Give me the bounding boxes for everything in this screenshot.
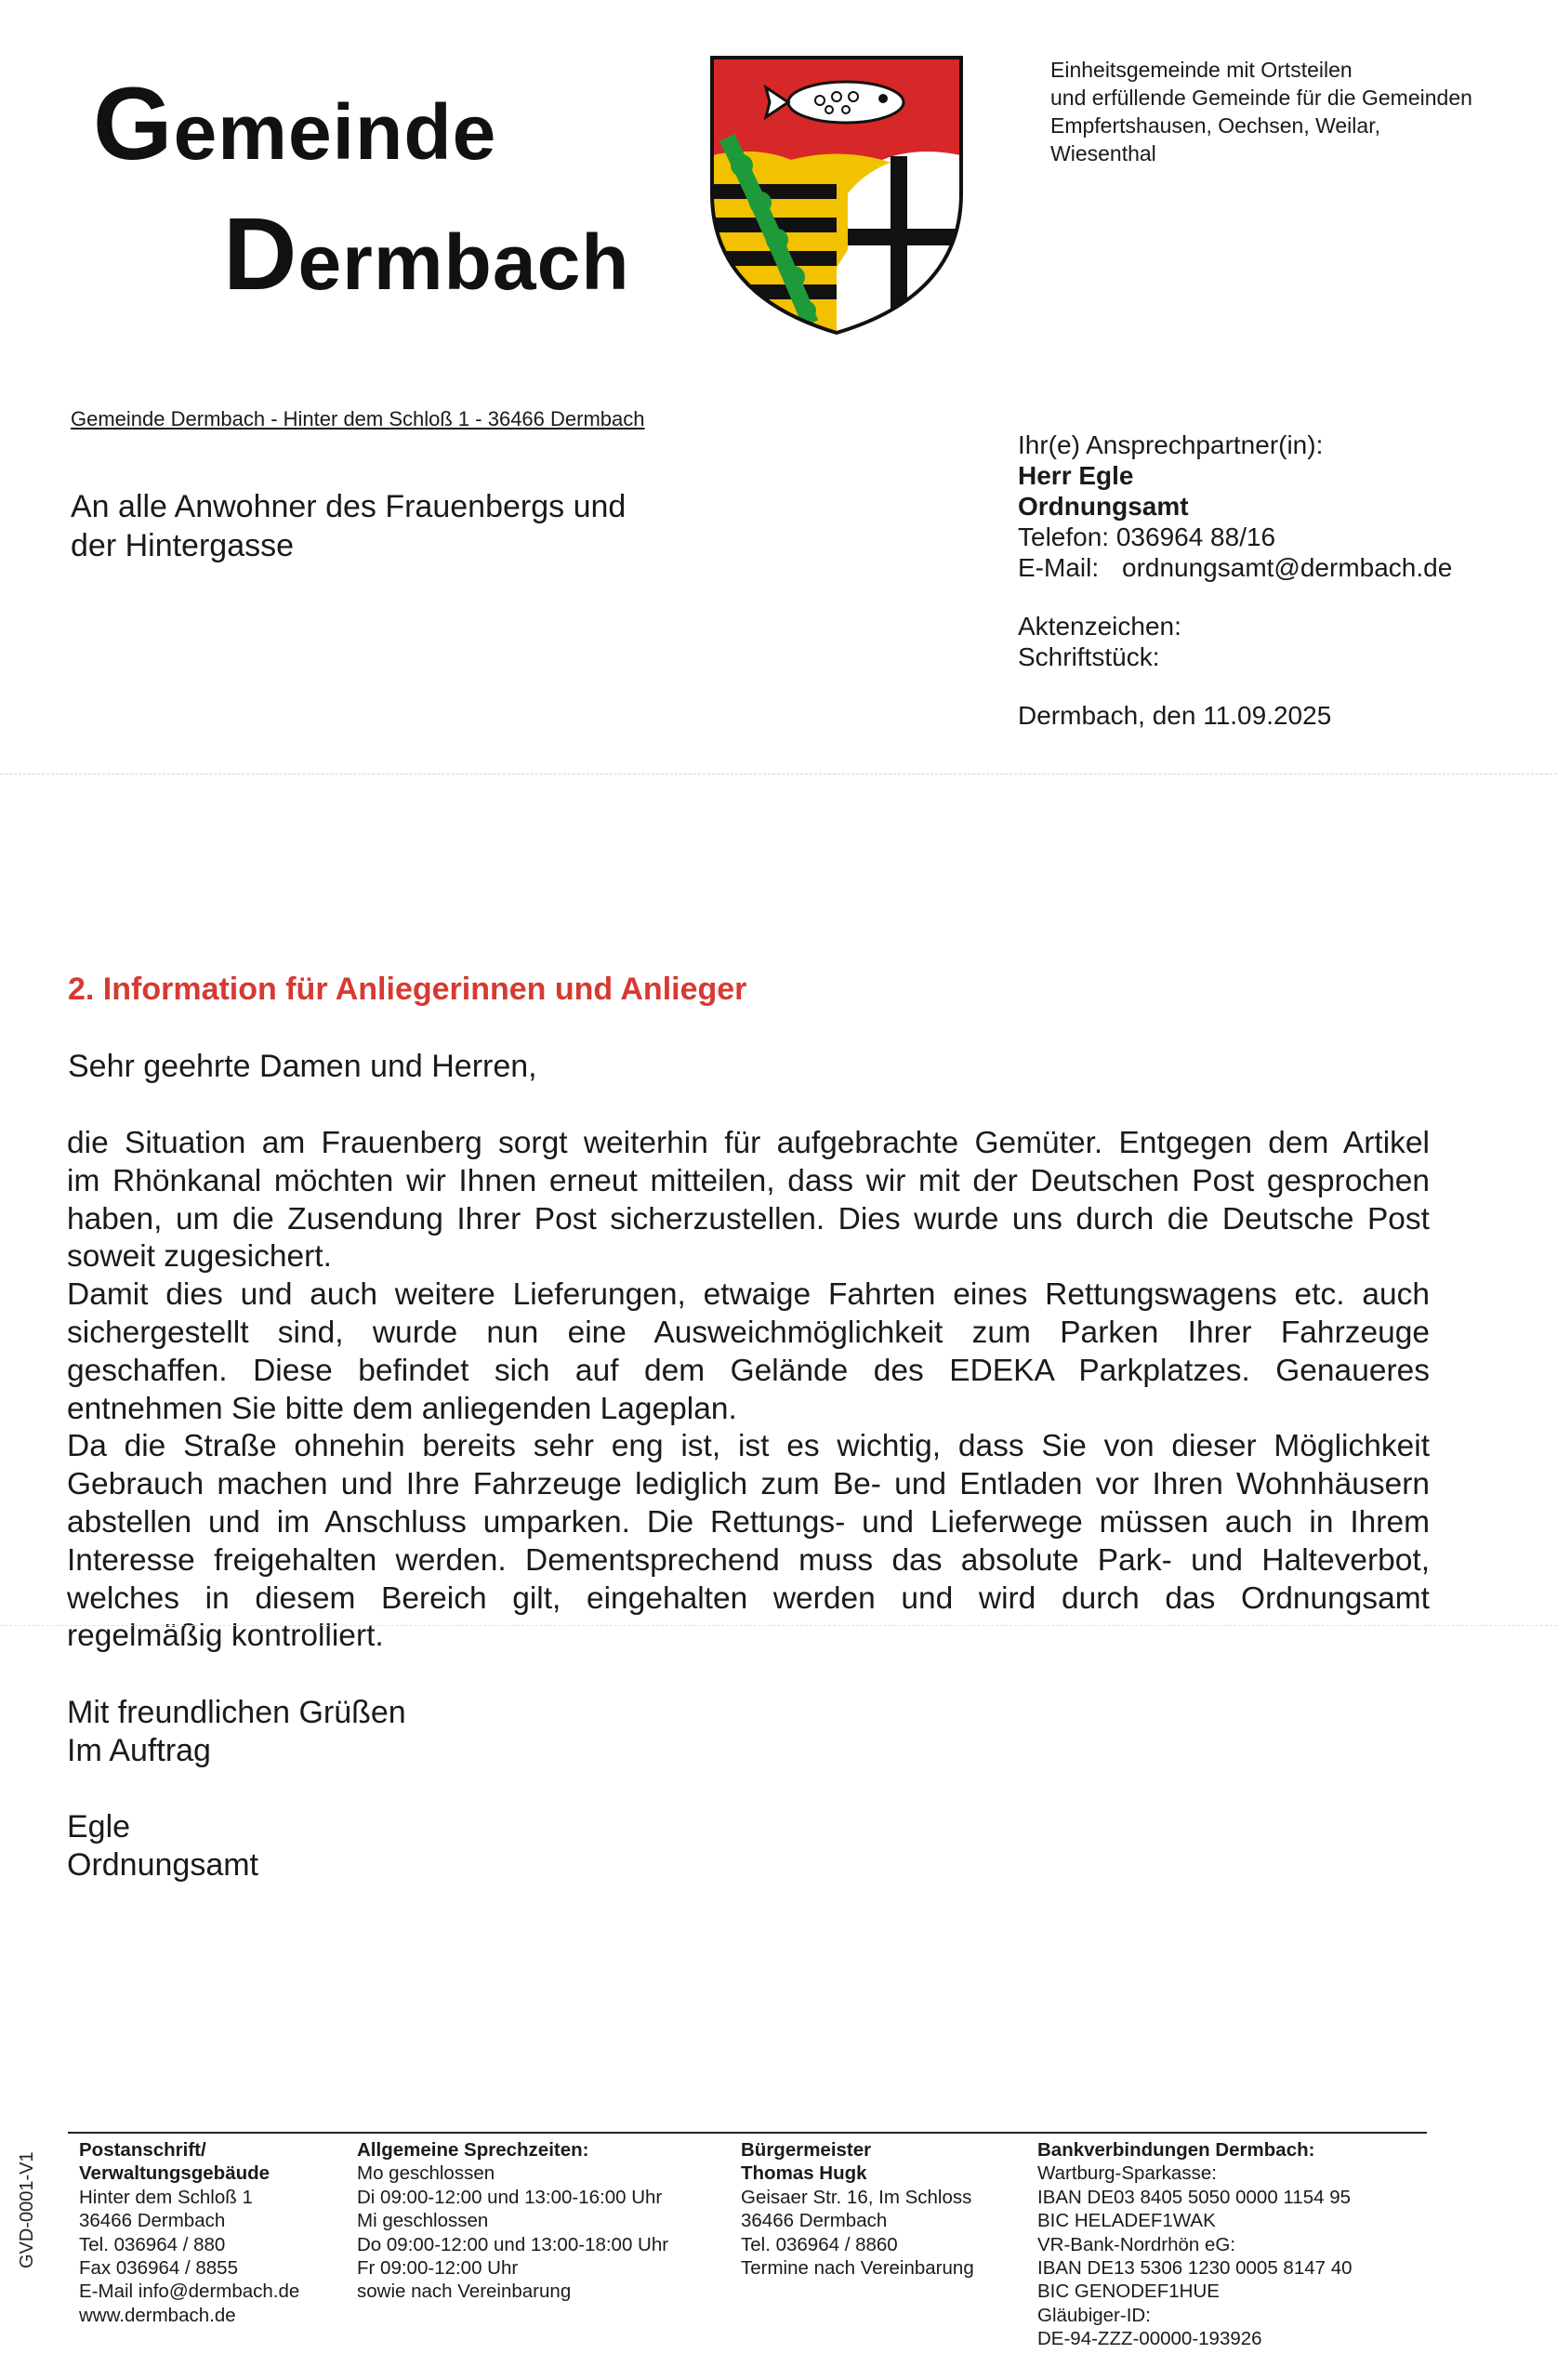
intro-line: Wiesenthal (1050, 141, 1156, 165)
closing-line: Mit freundlichen Grüßen (67, 1695, 406, 1730)
recipient-address (71, 487, 626, 565)
recipient-line: der Hintergasse (71, 528, 295, 563)
contact-block (1018, 430, 1538, 731)
footer-line: 36466 Dermbach (79, 2210, 226, 2232)
body-line: entnehmen Sie bitte dem anliegenden Lageplan. (67, 1391, 737, 1426)
footer-heading: Thomas Hugk (741, 2162, 867, 2185)
footer-line: Mi geschlossen (357, 2210, 489, 2232)
contact-department: Ordnungsamt (1018, 492, 1189, 521)
footer-heading: Bürgermeister (741, 2139, 872, 2161)
footer-line: Hinter dem Schloß 1 (79, 2186, 253, 2208)
salutation: Sehr geehrte Damen und Herren, (68, 1049, 537, 1084)
footer-heading: Verwaltungsgebäude (79, 2162, 270, 2185)
footer-line: Di 09:00-12:00 und 13:00-16:00 Uhr (357, 2186, 663, 2208)
body-line: welches in diesem Bereich gilt, eingehalten werden und wird durch das Ordnungsamt (67, 1580, 1430, 1616)
municipality-description (1050, 56, 1534, 167)
signature-name: Egle (67, 1809, 131, 1844)
footer-line: 36466 Dermbach (741, 2210, 888, 2232)
contact-label: Ihr(e) Ansprechpartner(in): (1018, 430, 1324, 459)
footer-mayor-column (741, 2138, 974, 2280)
footer-line: BIC HELADEF1WAK (1037, 2210, 1216, 2232)
document-label: Schriftstück: (1018, 642, 1160, 671)
fold-mark (0, 1625, 1557, 1626)
body-line: sichergestellt sind, wurde nun eine Ausweichmöglichkeit zum Parken Ihrer Fahrzeuge (67, 1315, 1430, 1350)
footer-line: BIC GENODEF1HUE (1037, 2281, 1220, 2303)
body-line: Da die Straße ohnehin bereits sehr eng ist, ist es wichtig, dass Sie von dieser Möglichkeit (67, 1429, 1430, 1464)
footer-line: Fr 09:00-12:00 Uhr (357, 2257, 519, 2280)
footer-line: Tel. 036964 / 880 (79, 2233, 226, 2255)
footer-line: Do 09:00-12:00 und 13:00-18:00 Uhr (357, 2233, 669, 2255)
body-line: Interesse freigehalten werden. Dementsprechend muss das absolute Park- und Halteverbot, (67, 1542, 1430, 1578)
footer-address-column (79, 2138, 299, 2327)
contact-name: Herr Egle (1018, 461, 1134, 490)
footer-bank-column (1037, 2138, 1352, 2351)
closing-line: Im Auftrag (67, 1733, 211, 1768)
contact-email-row (1018, 552, 1538, 583)
footer-line: Fax 036964 / 8855 (79, 2257, 238, 2280)
footer-line: VR-Bank-Nordrhön eG: (1037, 2233, 1236, 2255)
letter-subject: 2. Information für Anliegerinnen und Anlieger (68, 972, 747, 1007)
contact-email-link[interactable]: ordnungsamt@dermbach.de (1122, 553, 1453, 582)
body-line: abstellen und im Anschluss umparken. Die Rettungs- und Lieferwege müssen auch in Ihrem (67, 1504, 1430, 1540)
brand-rest: emeinde (173, 88, 497, 176)
intro-line: Empfertshausen, Oechsen, Weilar, (1050, 113, 1380, 138)
return-address-line: Gemeinde Dermbach - Hinter dem Schloß 1 - 36466 Dermbach (71, 407, 645, 430)
municipality-name-line2 (223, 195, 630, 313)
intro-line: und erfüllende Gemeinde für die Gemeinden (1050, 86, 1472, 110)
footer-heading: Allgemeine Sprechzeiten: (357, 2139, 589, 2161)
body-line: soweit zugesichert. (67, 1239, 332, 1275)
footer-divider (68, 2132, 1427, 2134)
body-line: geschaffen. Diese befindet sich auf dem Gelände des EDEKA Parkplatzes. Genaueres (67, 1353, 1430, 1388)
body-line: Gebrauch machen und Ihre Fahrzeuge lediglich zum Be- und Entladen vor Ihren Wohnhäusern (67, 1467, 1430, 1502)
place-date: Dermbach, den 11.09.2025 (1018, 701, 1332, 730)
footer-line: E-Mail info@dermbach.de (79, 2281, 300, 2303)
footer-line: Termine nach Vereinbarung (741, 2257, 974, 2280)
body-line: im Rhönkanal möchten wir Ihnen erneut mitteilen, dass wir mit der Deutschen Post gesprochen (67, 1163, 1430, 1198)
footer-line: IBAN DE03 8405 5050 0000 1154 95 (1037, 2186, 1351, 2208)
brand-initial: D (223, 197, 298, 311)
signature-department: Ordnungsamt (67, 1847, 258, 1883)
body-line: haben, um die Zusendung Ihrer Post sicherzustellen. Dies wurde uns durch die Deutsche Post (67, 1201, 1430, 1236)
brand-initial: G (93, 67, 174, 181)
footer-line: IBAN DE13 5306 1230 0005 8147 40 (1037, 2257, 1352, 2280)
footer-line: Wartburg-Sparkasse: (1037, 2162, 1217, 2185)
recipient-line: An alle Anwohner des Frauenbergs und (71, 489, 627, 524)
footer-line: www.dermbach.de (79, 2304, 236, 2326)
body-line: regelmäßig kontrolliert. (67, 1619, 384, 1654)
letter-body (67, 1125, 1430, 1656)
coat-of-arms-icon (708, 54, 965, 337)
footer-line: Tel. 036964 / 8860 (741, 2233, 898, 2255)
footer-line: Gläubiger-ID: (1037, 2304, 1151, 2326)
contact-phone: Telefon: 036964 88/16 (1018, 522, 1276, 551)
footer-line: DE-94-ZZZ-00000-193926 (1037, 2328, 1262, 2350)
intro-line: Einheitsgemeinde mit Ortsteilen (1050, 58, 1352, 82)
body-line: Damit dies und auch weitere Lieferungen, etwaige Fahrten eines Rettungswagens etc. auch (67, 1277, 1430, 1313)
closing-block (67, 1694, 406, 1884)
footer-line: Mo geschlossen (357, 2162, 495, 2185)
email-label: E-Mail: (1018, 553, 1100, 582)
body-line: die Situation am Frauenberg sorgt weiterhin für aufgebrachte Gemüter. Entgegen dem Artikel (67, 1126, 1430, 1160)
footer-line: Geisaer Str. 16, Im Schloss (741, 2186, 972, 2208)
footer-hours-column (357, 2138, 668, 2304)
file-reference-label: Aktenzeichen: (1018, 612, 1181, 641)
brand-rest: ermbach (297, 218, 630, 306)
document-code: GVD-0001-V1 (17, 2151, 37, 2268)
footer-line: sowie nach Vereinbarung (357, 2281, 572, 2303)
municipality-name-line1 (93, 65, 496, 183)
footer-heading: Postanschrift/ (79, 2139, 206, 2161)
footer-heading: Bankverbindungen Dermbach: (1037, 2139, 1315, 2161)
